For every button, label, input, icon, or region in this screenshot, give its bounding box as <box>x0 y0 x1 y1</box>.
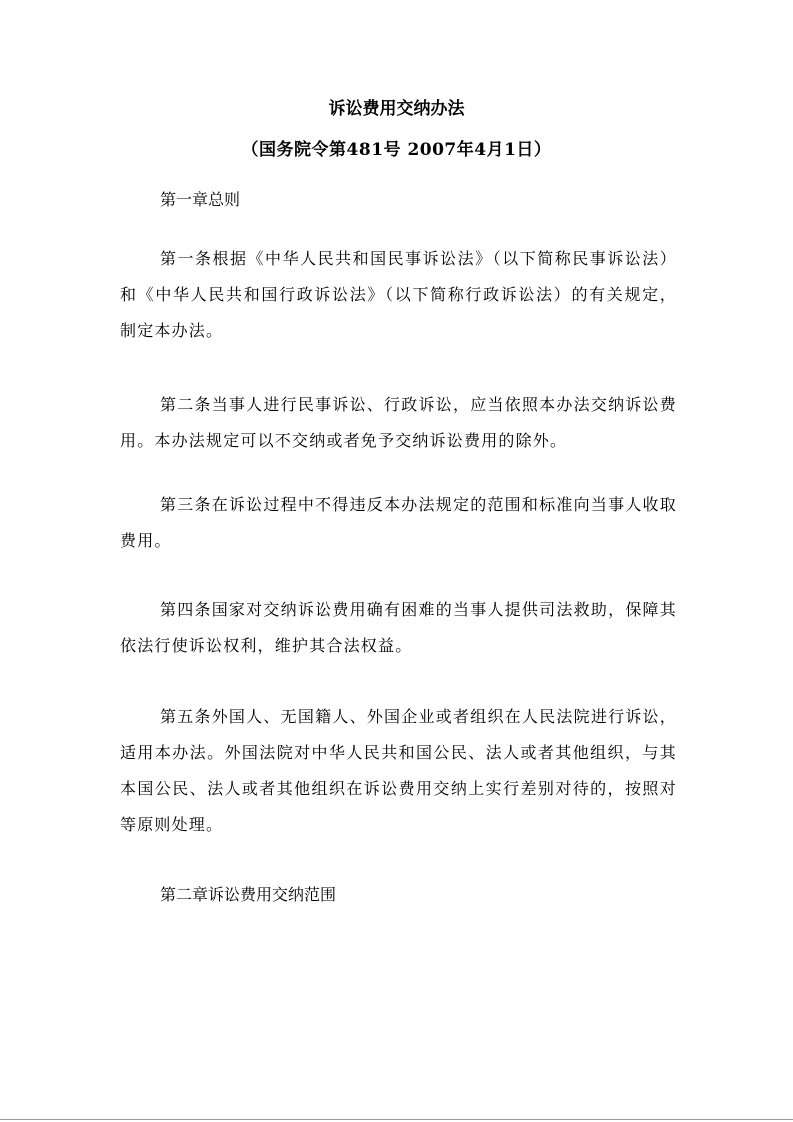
article-paragraph: 第三条在诉讼过程中不得违反本办法规定的范围和标准向当事人收取费用。 <box>120 495 677 550</box>
page-bottom-divider <box>0 1119 793 1120</box>
article-paragraph: 第二条当事人进行民事诉讼、行政诉讼，应当依照本办法交纳诉讼费用。本办法规定可以不交纳或者免予交纳诉讼费用的除外。 <box>120 395 677 450</box>
document-subtitle: （国务院令第481号 2007年4月1日） <box>241 140 552 160</box>
chapter-heading: 第二章诉讼费用交纳范围 <box>160 885 337 904</box>
article-paragraph: 第五条外国人、无国籍人、外国企业或者组织在人民法院进行诉讼，适用本办法。外国法院对中华人民共和国公民、法人或者其他组织，与其本国公民、法人或者其他组织在诉讼费用交纳上实行差别对待的，按照对等原则处理。 <box>120 707 677 834</box>
article-paragraph: 第一条根据《中华人民共和国民事诉讼法》（以下简称民事诉讼法）和《中华人民共和国行政诉讼法》（以下简称行政诉讼法）的有关规定，制定本办法。 <box>120 249 677 340</box>
article-paragraph: 第四条国家对交纳诉讼费用确有困难的当事人提供司法救助，保障其依法行使诉讼权利，维护其合法权益。 <box>120 600 677 655</box>
chapter-heading: 第一章总则 <box>160 190 241 209</box>
document-title: 诉讼费用交纳办法 <box>328 99 465 119</box>
